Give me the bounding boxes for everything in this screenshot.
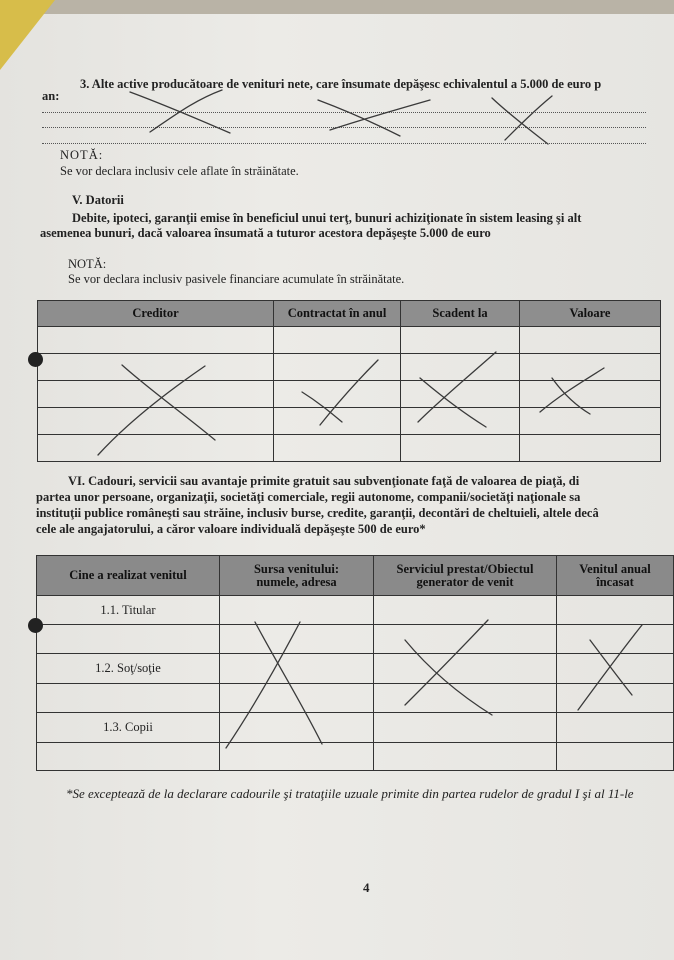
header-service-line2: generator de venit (416, 574, 514, 589)
section6-heading-cont: partea unor persoane, organizaţii, societăţi comerciale, regii autonome, companii/societăţi naţionale sa (36, 490, 581, 504)
header-value: Valoare (520, 301, 661, 327)
page-number: 4 (363, 880, 370, 895)
section3-heading-cont: an: (42, 89, 60, 103)
row-label-children: 1.3. Copii (37, 713, 220, 743)
section3-nota-text: Se vor declara inclusiv cele aflate în străinătate. (60, 164, 299, 178)
header-income-line2: încasat (596, 574, 634, 589)
section6-heading-cont: cele ale angajatorului, a căror valoare individuală depăşeşte 500 de euro* (36, 522, 426, 536)
header-income-line1: Venitul anual (579, 561, 651, 576)
section6-heading-cont: instituţii publice româneşti sau străine, inclusiv burse, credite, garanţii, decontări de cheltuieli, altele decâ (36, 506, 599, 520)
section6-heading: VI. Cadouri, servicii sau avantaje primite gratuit sau subvenţionate faţă de valoarea de piaţă, di (68, 474, 580, 488)
section5-nota-text: Se vor declara inclusiv pasivele financiare acumulate în străinătate. (68, 272, 405, 286)
header-source-line2: numele, adresa (256, 574, 337, 589)
row-label-titular: 1.1. Titular (37, 596, 220, 625)
header-service-line1: Serviciul prestat/Obiectul (396, 561, 534, 576)
section5-title: V. Datorii (72, 193, 124, 207)
section5-nota-label: NOTĂ: (68, 257, 107, 271)
section3-heading: 3. Alte active producătoare de venituri nete, care însumate depăşesc echivalentul a 5.000 de euro p (80, 77, 602, 91)
section3-nota-label: NOTĂ: (60, 148, 104, 162)
header-source-line1: Sursa venitului: (253, 561, 340, 576)
row-label-spouse: 1.2. Soţ/soţie (37, 654, 220, 684)
section5-desc-cont: asemenea bunuri, dacă valoarea însumată a tuturor acestora depăşeşte 5.000 de euro (40, 226, 491, 240)
header-creditor: Creditor (38, 301, 274, 327)
footnote: *Se exceptează de la declarare cadourile şi trataţiile uzuale primite din partea rudelor de gradul I şi al 11-le (66, 786, 634, 801)
header-contracted-year: Contractat în anul (274, 301, 401, 327)
header-who: Cine a realizat venitul (37, 556, 220, 596)
header-due-date: Scadent la (401, 301, 520, 327)
section5-desc: Debite, ipoteci, garanţii emise în beneficiul unui terţ, bunuri achiziţionate în sistem leasing şi alt (72, 211, 582, 225)
